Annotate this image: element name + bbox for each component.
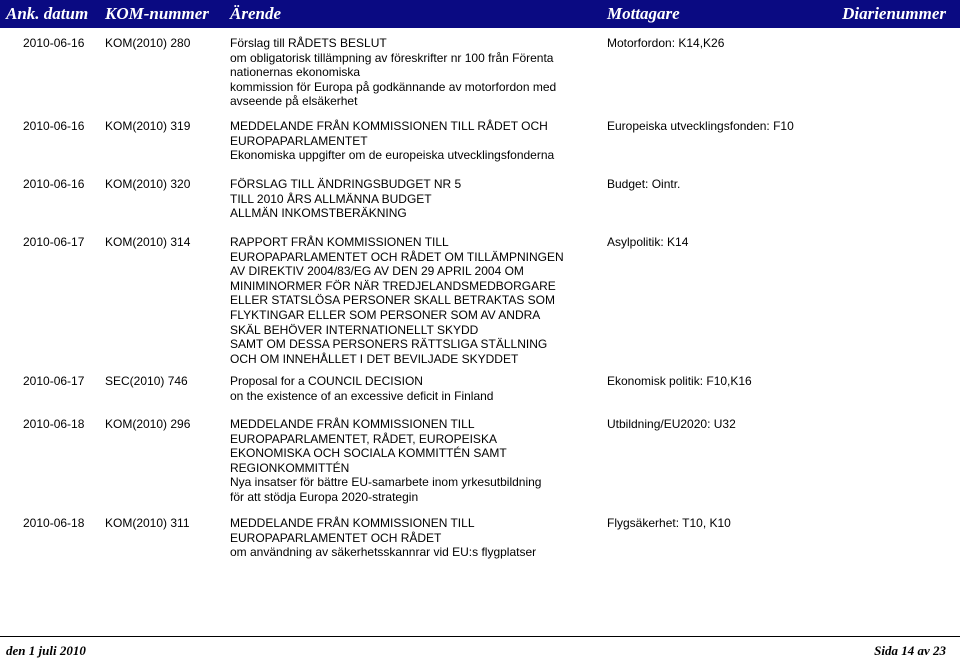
- row-date: 2010-06-16: [23, 177, 85, 191]
- row-subject-line: nationernas ekonomiska: [230, 65, 361, 80]
- row-subject-line: AV DIREKTIV 2004/83/EG AV DEN 29 APRIL 2004 OM: [230, 264, 524, 279]
- row-subject-line: ELLER STATSLÖSA PERSONER SKALL BETRAKTAS SOM: [230, 293, 555, 308]
- row-document-number: KOM(2010) 280: [105, 36, 191, 50]
- table-header: [0, 0, 960, 28]
- row-date: 2010-06-18: [23, 516, 85, 530]
- row-subject-line: EUROPAPARLAMENTET, RÅDET, EUROPEISKA: [230, 431, 497, 446]
- row-subject-line: TILL 2010 ÅRS ALLMÄNNA BUDGET: [230, 191, 432, 206]
- row-document-number: SEC(2010) 746: [105, 374, 188, 388]
- row-document-number: KOM(2010) 320: [105, 177, 191, 191]
- row-document-number: KOM(2010) 311: [105, 516, 190, 530]
- row-subject-line: om användning av säkerhetsskannrar vid EU:s flygplatser: [230, 545, 537, 560]
- row-subject-line: Förslag till RÅDETS BESLUT: [230, 36, 387, 50]
- row-subject: [230, 119, 600, 163]
- row-subject-line: SKÄL BEHÖVER INTERNATIONELLT SKYDD: [230, 322, 479, 337]
- row-date: 2010-06-17: [23, 374, 85, 388]
- row-document-number: KOM(2010) 314: [105, 235, 191, 249]
- header-registry-number: Diarienummer: [842, 4, 946, 23]
- row-recipient: Flygsäkerhet: T10, K10: [607, 516, 731, 530]
- row-subject-line: kommission för Europa på godkännande av motorfordon med: [230, 79, 557, 94]
- row-date: 2010-06-17: [23, 235, 85, 249]
- row-subject-line: MEDDELANDE FRÅN KOMMISSIONEN TILL: [230, 516, 475, 530]
- row-document-number: KOM(2010) 319: [105, 119, 191, 133]
- row-subject-line: EUROPAPARLAMENTET OCH RÅDET OM TILLÄMPNINGEN: [230, 249, 564, 264]
- row-subject-line: FLYKTINGAR ELLER SOM PERSONER SOM AV ANDRA: [230, 307, 541, 322]
- row-subject-line: Ekonomiska uppgifter om de europeiska utvecklingsfonderna: [230, 148, 555, 163]
- row-subject-line: Proposal for a COUNCIL DECISION: [230, 374, 423, 388]
- footer-page-number: Sida 14 av 23: [874, 643, 946, 658]
- header-date: Ank. datum: [6, 4, 89, 23]
- row-recipient: Utbildning/EU2020: U32: [607, 417, 736, 431]
- row-subject-line: OCH OM INNEHÅLLET I DET BEVILJADE SKYDDET: [230, 351, 519, 366]
- row-subject-line: FÖRSLAG TILL ÄNDRINGSBUDGET NR 5: [230, 177, 462, 191]
- row-subject-line: EUROPAPARLAMENTET OCH RÅDET: [230, 530, 442, 545]
- row-subject-line: avseende på elsäkerhet: [230, 94, 358, 109]
- row-recipient: Budget: Ointr.: [607, 177, 681, 191]
- row-subject-line: Nya insatser för bättre EU-samarbete inom yrkesutbildning: [230, 475, 542, 490]
- row-recipient: Ekonomisk politik: F10,K16: [607, 374, 752, 388]
- footer-divider: [0, 636, 960, 637]
- row-subject-line: EKONOMISKA OCH SOCIALA KOMMITTÉN SAMT: [230, 446, 507, 461]
- row-subject: [230, 417, 600, 505]
- row-document-number: KOM(2010) 296: [105, 417, 191, 431]
- row-subject: [230, 235, 600, 366]
- header-document-number: KOM-nummer: [105, 4, 209, 23]
- row-subject: [230, 516, 600, 560]
- row-recipient: Asylpolitik: K14: [607, 235, 689, 249]
- row-recipient: Europeiska utvecklingsfonden: F10: [607, 119, 794, 133]
- row-date: 2010-06-16: [23, 119, 85, 133]
- row-date: 2010-06-18: [23, 417, 85, 431]
- header-recipient: Mottagare: [607, 4, 680, 23]
- footer-date: den 1 juli 2010: [6, 643, 86, 658]
- row-subject-line: MEDDELANDE FRÅN KOMMISSIONEN TILL: [230, 417, 475, 431]
- row-subject: [230, 374, 600, 403]
- row-subject-line: MINIMINORMER FÖR NÄR TREDJELANDSMEDBORGARE: [230, 278, 556, 293]
- row-subject-line: om obligatorisk tillämpning av föreskrifter nr 100 från Förenta: [230, 50, 554, 65]
- header-subject: Ärende: [230, 4, 281, 23]
- row-subject-line: för att stödja Europa 2020-strategin: [230, 489, 419, 504]
- row-date: 2010-06-16: [23, 36, 85, 50]
- row-subject-line: on the existence of an excessive deficit in Finland: [230, 388, 494, 403]
- row-subject: [230, 177, 600, 221]
- row-subject-line: EUROPAPARLAMENTET: [230, 133, 368, 148]
- row-subject-line: RAPPORT FRÅN KOMMISSIONEN TILL: [230, 235, 449, 249]
- row-subject-line: REGIONKOMMITTÉN: [230, 460, 350, 475]
- row-subject: [230, 36, 600, 109]
- row-subject-line: MEDDELANDE FRÅN KOMMISSIONEN TILL RÅDET OCH: [230, 119, 548, 133]
- row-subject-line: SAMT OM DESSA PERSONERS RÄTTSLIGA STÄLLNING: [230, 337, 548, 352]
- row-recipient: Motorfordon: K14,K26: [607, 36, 725, 50]
- row-subject-line: ALLMÄN INKOMSTBERÄKNING: [230, 206, 407, 221]
